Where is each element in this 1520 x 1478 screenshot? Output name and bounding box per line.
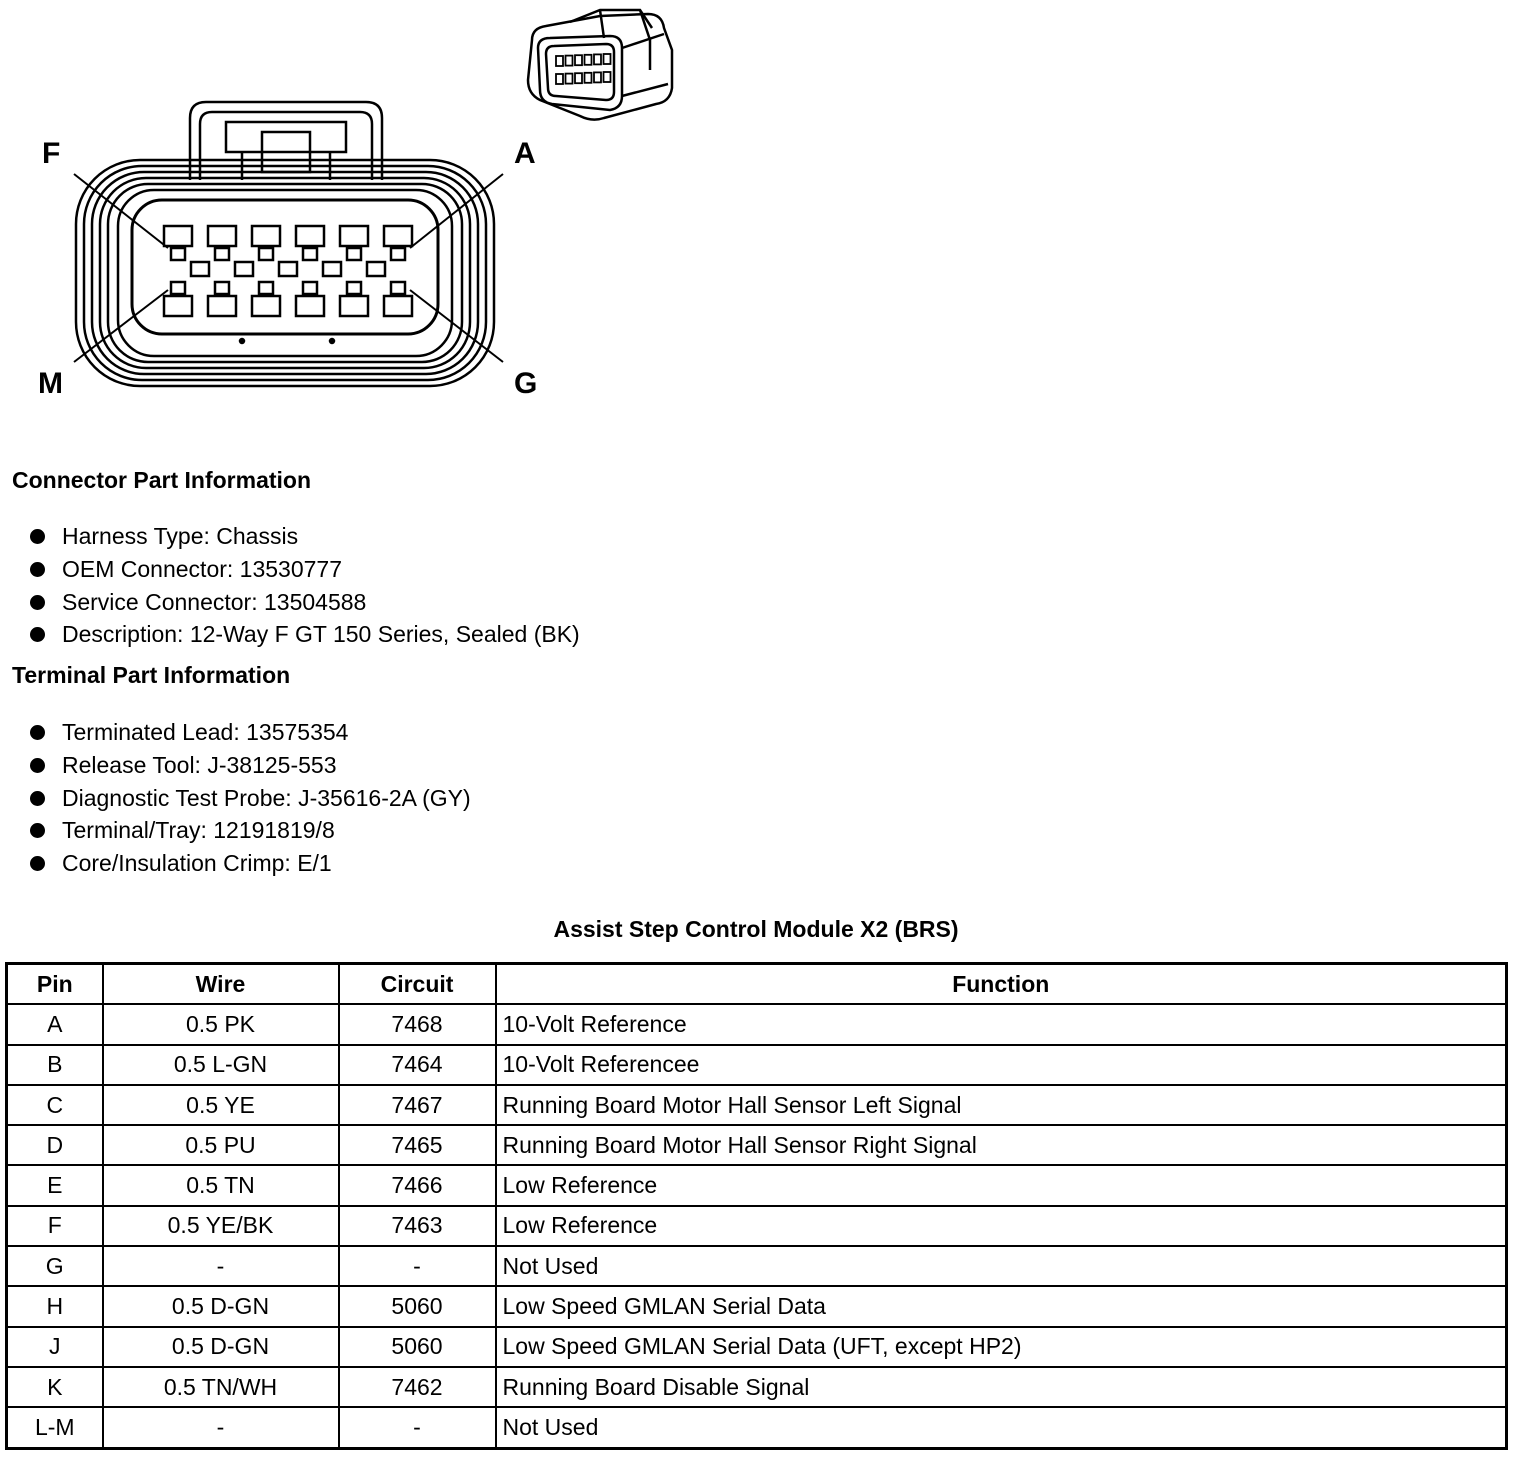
cell-circuit: 5060 (339, 1327, 496, 1367)
pin-cavity (384, 296, 412, 316)
connector-info-list (30, 520, 580, 651)
cell-pin: G (7, 1246, 103, 1286)
cell-wire: 0.5 PU (103, 1125, 339, 1165)
list-item-text: Terminal/Tray: 12191819/8 (62, 817, 335, 844)
cell-circuit: 7467 (339, 1085, 496, 1125)
pin-cavity (252, 226, 280, 246)
pin-cavity (296, 226, 324, 246)
table-row (7, 1327, 1507, 1367)
pin-label-g: G (514, 367, 538, 400)
bullet-icon (30, 823, 45, 838)
iso-pin-cavity (575, 73, 582, 83)
pin-cavity (296, 296, 324, 316)
cell-circuit: 7463 (339, 1206, 496, 1246)
cell-function: Not Used (496, 1407, 1507, 1448)
pin-cavity-contact (391, 282, 405, 294)
pin-cavity-contact (215, 282, 229, 294)
pin-cavity (384, 226, 412, 246)
cell-function: Running Board Disable Signal (496, 1367, 1507, 1407)
cell-function: Low Speed GMLAN Serial Data (496, 1286, 1507, 1326)
cell-wire: 0.5 PK (103, 1004, 339, 1044)
cell-wire: 0.5 D-GN (103, 1286, 339, 1326)
header-pin: Pin (7, 964, 103, 1005)
iso-pin-cavity (566, 56, 573, 66)
iso-pin-cavity (585, 73, 592, 83)
pin-label-f: F (42, 137, 61, 170)
pin-cavity (164, 226, 192, 246)
iso-pin-cavity (594, 72, 601, 82)
connector-info-title: Connector Part Information (12, 467, 312, 493)
cell-wire: 0.5 D-GN (103, 1327, 339, 1367)
cell-circuit: 7464 (339, 1045, 496, 1085)
bullet-icon (30, 791, 45, 806)
cell-wire: 0.5 YE/BK (103, 1206, 339, 1246)
bullet-icon (30, 562, 45, 577)
pin-cavity-contact (171, 282, 185, 294)
bullet-icon (30, 725, 45, 740)
pin-cavity-contact (347, 248, 361, 260)
cell-wire: - (103, 1246, 339, 1286)
list-item-text: Service Connector: 13504588 (62, 588, 367, 615)
table-row (7, 1085, 1507, 1125)
cell-circuit: 7462 (339, 1367, 496, 1407)
cell-pin: B (7, 1045, 103, 1085)
terminal-info-list (30, 716, 471, 880)
cell-wire: 0.5 TN (103, 1165, 339, 1205)
list-item (30, 586, 580, 619)
list-item (30, 716, 471, 749)
cell-function: 10-Volt Referencee (496, 1045, 1507, 1085)
list-item-text: Diagnostic Test Probe: J-35616-2A (GY) (62, 784, 471, 811)
cell-circuit: 7466 (339, 1165, 496, 1205)
pin-label-m: M (38, 367, 63, 400)
list-item-text: Description: 12-Way F GT 150 Series, Sealed (BK) (62, 621, 580, 648)
list-item (30, 618, 580, 651)
connector-diagram (0, 0, 700, 420)
pin-table (5, 962, 1508, 1450)
pin-cavity (340, 226, 368, 246)
pin-cavity-contact (171, 248, 185, 260)
cell-pin: E (7, 1165, 103, 1205)
list-item-text: Core/Insulation Crimp: E/1 (62, 850, 332, 876)
header-wire: Wire (103, 964, 339, 1005)
cell-wire: 0.5 TN/WH (103, 1367, 339, 1407)
cell-function: 10-Volt Reference (496, 1004, 1507, 1044)
list-item (30, 520, 580, 553)
iso-pin-cavity (575, 55, 582, 65)
pin-cavity-contact (391, 248, 405, 260)
seal-square (323, 262, 341, 276)
table-header-row (7, 964, 1507, 1005)
cell-pin: J (7, 1327, 103, 1367)
list-item (30, 749, 471, 782)
cell-circuit: - (339, 1407, 496, 1448)
cell-function: Not Used (496, 1246, 1507, 1286)
pin-cavity (208, 296, 236, 316)
cell-pin: A (7, 1004, 103, 1044)
cell-pin: K (7, 1367, 103, 1407)
header-function: Function (496, 964, 1507, 1005)
cell-pin: L-M (7, 1407, 103, 1448)
iso-pin-cavity (594, 54, 601, 64)
pin-cavity (340, 296, 368, 316)
cell-wire: - (103, 1407, 339, 1448)
cell-pin: D (7, 1125, 103, 1165)
bullet-icon (30, 758, 45, 773)
pin-cavity (208, 226, 236, 246)
cell-pin: F (7, 1206, 103, 1246)
list-item (30, 553, 580, 586)
table-row (7, 1407, 1507, 1448)
terminal-info-title: Terminal Part Information (12, 662, 291, 688)
cell-function: Running Board Motor Hall Sensor Left Signal (496, 1085, 1507, 1125)
cell-wire: 0.5 YE (103, 1085, 339, 1125)
pin-cavity (252, 296, 280, 316)
pin-cavity-contact (259, 248, 273, 260)
cell-function: Low Reference (496, 1165, 1507, 1205)
table-row (7, 1206, 1507, 1246)
table-row (7, 1286, 1507, 1326)
iso-pin-cavity (566, 74, 573, 84)
cell-circuit: - (339, 1246, 496, 1286)
list-item (30, 782, 471, 815)
table-row (7, 1004, 1507, 1044)
isometric-pin-grid (556, 54, 611, 84)
pin-cavity-contact (259, 282, 273, 294)
bullet-icon (30, 856, 45, 871)
table-row (7, 1246, 1507, 1286)
pin-cavity-contact (347, 282, 361, 294)
cell-function: Running Board Motor Hall Sensor Right Signal (496, 1125, 1507, 1165)
header-circuit: Circuit (339, 964, 496, 1005)
iso-pin-cavity (556, 74, 563, 84)
cell-circuit: 7468 (339, 1004, 496, 1044)
cell-function: Low Speed GMLAN Serial Data (UFT, except HP2) (496, 1327, 1507, 1367)
table-row (7, 1165, 1507, 1205)
bullet-icon (30, 595, 45, 610)
table-row (7, 1367, 1507, 1407)
table-title: Assist Step Control Module X2 (BRS) (553, 916, 959, 942)
iso-pin-cavity (604, 72, 611, 82)
seal-square (235, 262, 253, 276)
list-item-text: Harness Type: Chassis (62, 523, 299, 549)
seal-square (191, 262, 209, 276)
cell-circuit: 7465 (339, 1125, 496, 1165)
cell-circuit: 5060 (339, 1286, 496, 1326)
list-item-text: Terminated Lead: 13575354 (62, 719, 349, 745)
list-item-text: OEM Connector: 13530777 (62, 555, 343, 582)
cell-wire: 0.5 L-GN (103, 1045, 339, 1085)
pin-cavity-contact (215, 248, 229, 260)
list-item (30, 847, 471, 880)
iso-pin-cavity (556, 56, 563, 66)
cell-pin: H (7, 1286, 103, 1326)
bullet-icon (30, 529, 45, 544)
iso-pin-cavity (604, 54, 611, 64)
bullet-icon (30, 627, 45, 642)
cell-function: Low Reference (496, 1206, 1507, 1246)
seal-square (279, 262, 297, 276)
table-row (7, 1125, 1507, 1165)
cell-pin: C (7, 1085, 103, 1125)
seal-square (367, 262, 385, 276)
pin-cavity-grid (164, 226, 412, 316)
pin-cavity-contact (303, 282, 317, 294)
list-item-text: Release Tool: J-38125-553 (62, 751, 337, 778)
pin-cavity (164, 296, 192, 316)
table-row (7, 1045, 1507, 1085)
pin-cavity-contact (303, 248, 317, 260)
iso-pin-cavity (585, 55, 592, 65)
connector-face-drawing (76, 102, 494, 386)
list-item (30, 814, 471, 847)
pin-label-a: A (514, 137, 536, 170)
